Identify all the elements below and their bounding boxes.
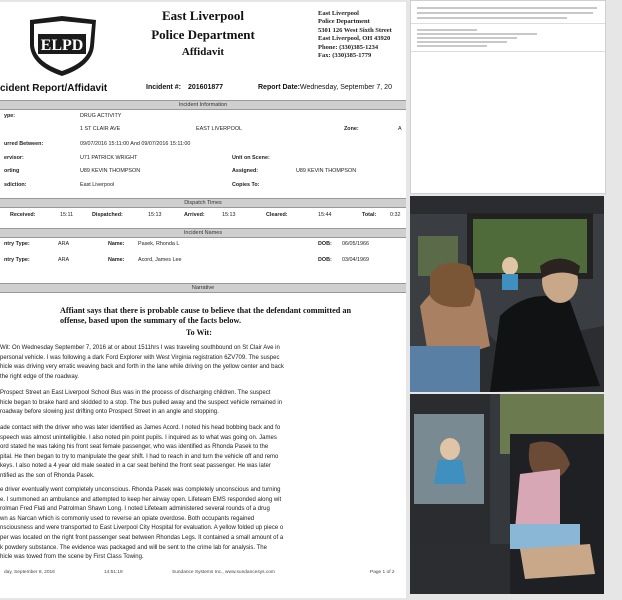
- incident-row-reporting: orting U89 KEVIN THOMPSON Assigned: U89 KEVIN THOMPSON: [4, 168, 357, 174]
- car-photo-passenger: [410, 394, 604, 594]
- footer-date: day, September 8, 2016: [4, 570, 55, 575]
- document-footer: [0, 570, 406, 580]
- footer-time: 14:51:18: [104, 570, 123, 575]
- dispatch-row: Received: 15:11 Dispatched: 15:13 Arrived: 15:13 Cleared: 15:44 Total: 0:32: [10, 212, 401, 218]
- dispatch-band: Dispatch Times: [0, 198, 406, 208]
- affidavit-page-two: [410, 0, 606, 194]
- incident-row-jurisdiction: sdiction: East Liverpool Copies To:: [4, 182, 260, 188]
- name-row: ntry Type: ARA Name: Pasek, Rhonda L DOB: 06/05/1966: [4, 241, 369, 247]
- narrative-paragraph: ade contact with the driver who was later identified as James Acord. I noted his head bobbing back and fo speech was almost unintelligible. I also noted pin point pupils. I inquired as to what was going on. James ord stated he was taking his front seat female passenger, who was identified as Rhonda Pasek to the pital. He then began to try to manipulate the gear shift. I had to reach in and turn the vehicle off and remo keys. I also noted a 4 year old male seated in a car seat behind the front seat passenger. He was later ntified as the son of Rhonda Pasek.: [0, 425, 281, 479]
- dept-line: East Liverpool: [318, 10, 359, 17]
- incident-label: Incident #:: [146, 84, 182, 91]
- car-photo-driver: [410, 196, 604, 392]
- report-date-label: Report Date:: [258, 84, 301, 91]
- dept-line: Fax: (330)385-1779: [318, 52, 372, 60]
- narrative-paragraph: Wit: On Wednesday September 7, 2016 at or about 1511hrs I was traveling southbound on St Clair Ave in personal vehicle. I was following a dark Ford Explorer with West Virginia registration 6ZV709. The suspec hicle was driving very erratic weaving back and forth in the lane while driving on the yellow center and back the right edge of the roadway.: [0, 345, 284, 380]
- name-row: ntry Type: ARA Name: Acord, James Lee DOB: 03/04/1969: [4, 257, 369, 263]
- footer-vendor: Sundance Systems Inc., www.sundancesys.com: [172, 570, 275, 575]
- report-title: cident Report/Affidavit: [0, 83, 108, 94]
- incident-info-band: Incident Information: [0, 100, 406, 110]
- header-form: Affidavit: [181, 46, 225, 58]
- header-city: East Liverpool: [162, 8, 244, 23]
- dept-line: East Liverpool, OH 43920: [318, 35, 391, 43]
- names-band: Incident Names: [0, 228, 406, 238]
- narrative-band: Narrative: [0, 283, 406, 293]
- header-department: Police Department: [151, 27, 255, 42]
- dept-line: Police Department: [318, 18, 370, 26]
- incident-row-type: ype: DRUG ACTIVITY: [4, 113, 122, 119]
- logo-text: ELPD: [40, 37, 84, 54]
- dept-line: Phone: (330)385-1234: [318, 43, 379, 51]
- report-date-value: Wednesday, September 7, 20: [300, 84, 392, 91]
- report-header-row: [0, 84, 406, 98]
- narrative-paragraph: Prospect Street an East Liverpool School Bus was in the process of discharging children. The suspect hicle began to brake hard and skidded to a stop. The bus pulled away and the suspect vehicle remained in roadway before slowing just drifting onto Prospect Street in an angle and stopping.: [0, 390, 283, 416]
- dept-line: 5301 126 West Sixth Street: [318, 26, 392, 34]
- footer-page: Page 1 of 2: [370, 570, 395, 575]
- narrative-paragraph: e driver eventually went completely unconscious. Rhonda Pasek was completely unconscious and turning e. I summoned an ambulance and attempted to keep her airway open. Lifeteam EMS responded along wit rolman Fred Flati and Patrolman Shawn Long. I noted Lifeteam administered several rounds of a drug wn as Narcan which is commonly used to reverse an opiate overdose. Both occupants regained nsciousness and were transported to East Liverpool City Hospital for evaluation. A yellow folded up piece o per was located on the right front passenger seat between Rhondas Legs. It contained a small amount of a k powdery substance. The evidence was packaged and will be sent to the crime lab for analysis. The hicle was towed from the scene by First Class Towing.: [0, 487, 284, 561]
- incident-row-supervisor: ervisor: U71 PATRICK WRIGHT Unit on Scene:: [4, 155, 270, 161]
- affidavit-document: [0, 2, 406, 598]
- to-wit-heading: To Wit:: [186, 328, 212, 337]
- incident-number: 201601877: [188, 84, 224, 91]
- incident-row-address: 1 ST CLAIR AVE EAST LIVERPOOL Zone: A: [80, 126, 402, 132]
- department-contact: [318, 10, 392, 60]
- incident-row-between: urred Between: 09/07/2016 15:11:00 And 09/07/2016 15:11:00: [4, 141, 191, 147]
- affiant-statement: Affiant says that there is probable cause to believe that the defendant committed an offense, based upon the summary of the facts below.: [60, 306, 352, 325]
